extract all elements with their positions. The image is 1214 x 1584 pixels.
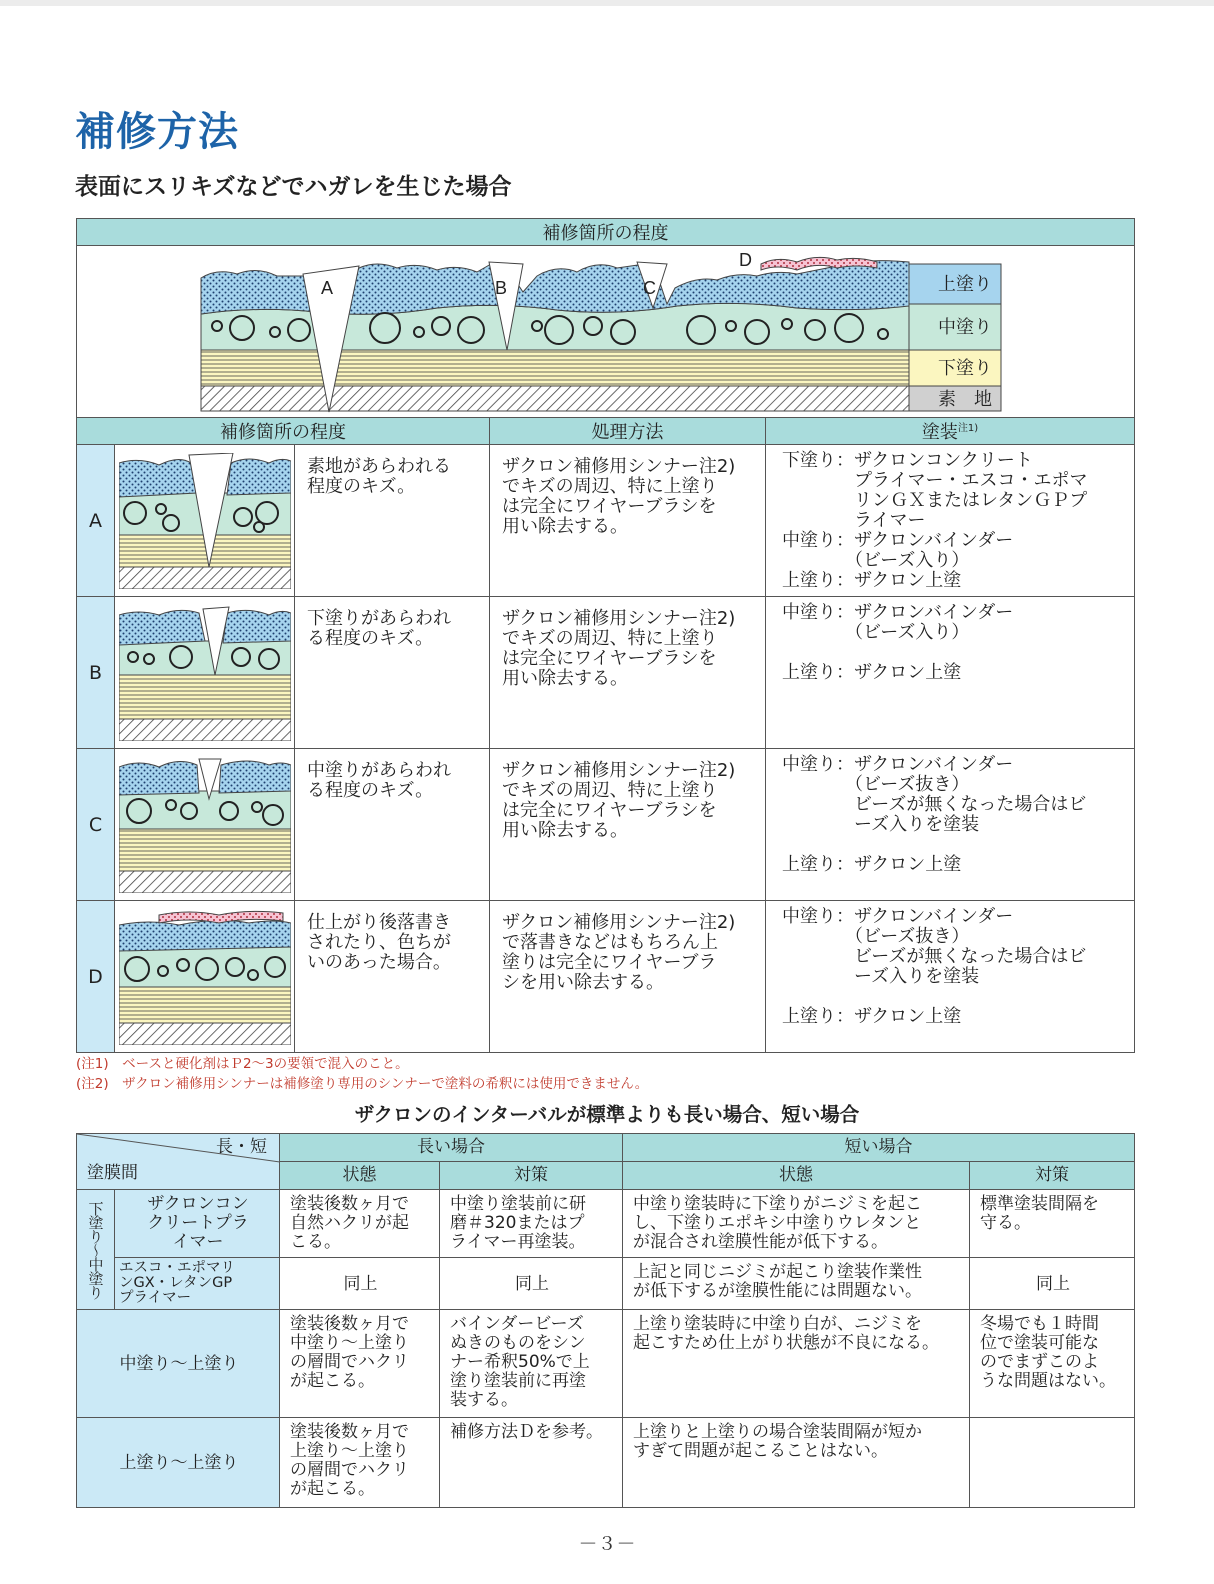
row3-short-measure: 冬場でも１時間 位で塗装可能な のでまずこのよ うな問題はない。 <box>970 1310 1135 1418</box>
long-state-header: 状態 <box>280 1162 440 1190</box>
row-c-method: ザクロン補修用シンナー注2) でキズの周辺、特に上塗り は完全にワイヤーブラシを 用い除去する。 <box>490 749 766 901</box>
row-b-diagram <box>115 597 295 749</box>
row-a-method: ザクロン補修用シンナー注2) でキズの周辺、特に上塗り は完全にワイヤーブラシを 用い除去する。 <box>490 445 766 597</box>
repair-degree-header: 補修箇所の程度 <box>77 219 1135 246</box>
top-border <box>0 0 1214 6</box>
row4-short-measure <box>970 1418 1135 1508</box>
row3-short-state: 上塗り塗装時に中塗り白が、ニジミを 起こすため仕上がり状態が不良になる。 <box>623 1310 970 1418</box>
row-a-coating: 下塗り：ザクロンコンクリート プライマー・エスコ・エポマ リンＧＸまたはレタンＧＰプ ライマー 中塗り：ザクロンバインダー （ビーズ入り） 上塗り：ザクロン上塗 <box>766 445 1135 597</box>
short-state-header: 状態 <box>623 1162 970 1190</box>
interval-table <box>76 1133 1135 1508</box>
col-header-coating: 塗装$^{注1)}$ <box>766 418 1135 445</box>
row1-name: ザクロンコン クリートプラ イマー <box>115 1190 280 1258</box>
row-b-coating: 中塗り：ザクロンバインダー （ビーズ入り） 上塗り：ザクロン上塗 <box>766 597 1135 749</box>
marker-b: B <box>495 278 508 298</box>
row-b-degree: 下塗りがあらわれ る程度のキズ。 <box>295 597 490 749</box>
row3-name: 中塗り〜上塗り <box>77 1310 280 1418</box>
group-label-cell <box>77 1190 115 1310</box>
row3-long-state: 塗装後数ヶ月で 中塗り〜上塗り の層間でハクリ が起こる。 <box>280 1310 440 1418</box>
row2-short-measure: 同上 <box>970 1258 1135 1310</box>
row4-long-state: 塗装後数ヶ月で 上塗り〜上塗り の層間でハクリ が起こる。 <box>280 1418 440 1508</box>
marker-d: D <box>739 250 752 270</box>
corner-header <box>77 1134 280 1190</box>
col-header-degree: 補修箇所の程度 <box>77 418 490 445</box>
row-d-method: ザクロン補修用シンナー注2) で落書きなどはもちろん上 塗りは完全にワイヤーブラ シを用い除去する。 <box>490 901 766 1053</box>
row-c-degree: 中塗りがあらわれ る程度のキズ。 <box>295 749 490 901</box>
marker-a: A <box>321 278 334 298</box>
row-label-b: B <box>77 597 115 749</box>
legend-top-coat: 上塗り <box>938 274 992 294</box>
interval-section-title: ザクロンのインターバルが標準よりも長い場合、短い場合 <box>354 1103 860 1126</box>
repair-table <box>76 218 1135 1053</box>
row-d-coating: 中塗り：ザクロンバインダー （ビーズ抜き） ビーズが無くなった場合はビ ーズ入りを塗装 上塗り：ザクロン上塗 <box>766 901 1135 1053</box>
row2-long-measure: 同上 <box>440 1258 623 1310</box>
row-label-a: A <box>77 445 115 597</box>
marker-c: C <box>643 278 656 298</box>
row-d-degree: 仕上がり後落書き されたり、色ちが いのあった場合。 <box>295 901 490 1053</box>
row-a-diagram <box>115 445 295 597</box>
corner-bottom-label: 塗膜間 <box>87 1163 138 1183</box>
row1-long-state: 塗装後数ヶ月で 自然ハクリが起 こる。 <box>280 1190 440 1258</box>
layer-diagram-cell <box>77 246 1135 418</box>
page-number: －３－ <box>578 1533 636 1555</box>
row2-short-state: 上記と同じニジミが起こり塗装作業性 が低下するが塗膜性能には問題ない。 <box>623 1258 970 1310</box>
row1-short-state: 中塗り塗装時に下塗りがニジミを起こ し、下塗りエポキシ中塗りウレタンと が混合され塗膜性能が低下する。 <box>623 1190 970 1258</box>
row-label-d: D <box>77 901 115 1053</box>
row4-long-measure: 補修方法Ｄを参考。 <box>440 1418 623 1508</box>
row-label-c: C <box>77 749 115 901</box>
long-header: 長い場合 <box>280 1134 623 1162</box>
row4-short-state: 上塗りと上塗りの場合塗装間隔が短か すぎて問題が起こることはない。 <box>623 1418 970 1508</box>
short-measure-header: 対策 <box>970 1162 1135 1190</box>
col-header-method: 処理方法 <box>490 418 766 445</box>
row2-name: エスコ・エポマリ ンGX・レタンGP プライマー <box>115 1258 280 1310</box>
row-a-degree: 素地があらわれる 程度のキズ。 <box>295 445 490 597</box>
row-d-diagram <box>115 901 295 1053</box>
page-title: 補修方法 <box>75 109 239 155</box>
group-label: 下塗り〜中塗り <box>86 1200 105 1299</box>
row1-short-measure: 標準塗装間隔を 守る。 <box>970 1190 1135 1258</box>
note-1: (注1) ベースと硬化剤はＰ2〜3の要領で混入のこと。 <box>76 1056 409 1072</box>
row3-long-measure: バインダービーズ ぬきのものをシン ナー希釈50%で上 塗り塗装前に再塗 装する。 <box>440 1310 623 1418</box>
corner-top-label: 長・短 <box>216 1137 267 1157</box>
layer-diagram <box>77 246 1133 413</box>
row-c-coating: 中塗り：ザクロンバインダー （ビーズ抜き） ビーズが無くなった場合はビ ーズ入りを塗装 上塗り：ザクロン上塗 <box>766 749 1135 901</box>
long-measure-header: 対策 <box>440 1162 623 1190</box>
row-b-method: ザクロン補修用シンナー注2) でキズの周辺、特に上塗り は完全にワイヤーブラシを 用い除去する。 <box>490 597 766 749</box>
note-2: (注2) ザクロン補修用シンナーは補修塗り専用のシンナーで塗料の希釈には使用できません。 <box>76 1076 649 1092</box>
legend-under-coat: 下塗り <box>938 358 992 378</box>
short-header: 短い場合 <box>623 1134 1135 1162</box>
legend-base: 素 地 <box>938 389 992 409</box>
section-title: 表面にスリキズなどでハガレを生じた場合 <box>75 174 512 200</box>
col-header-coating-note: 注1) <box>957 423 979 434</box>
row4-name: 上塗り〜上塗り <box>77 1418 280 1508</box>
legend-mid-coat: 中塗り <box>938 317 992 337</box>
row-c-diagram <box>115 749 295 901</box>
row2-long-state: 同上 <box>280 1258 440 1310</box>
row1-long-measure: 中塗り塗装前に研 磨＃320またはプ ライマー再塗装。 <box>440 1190 623 1258</box>
